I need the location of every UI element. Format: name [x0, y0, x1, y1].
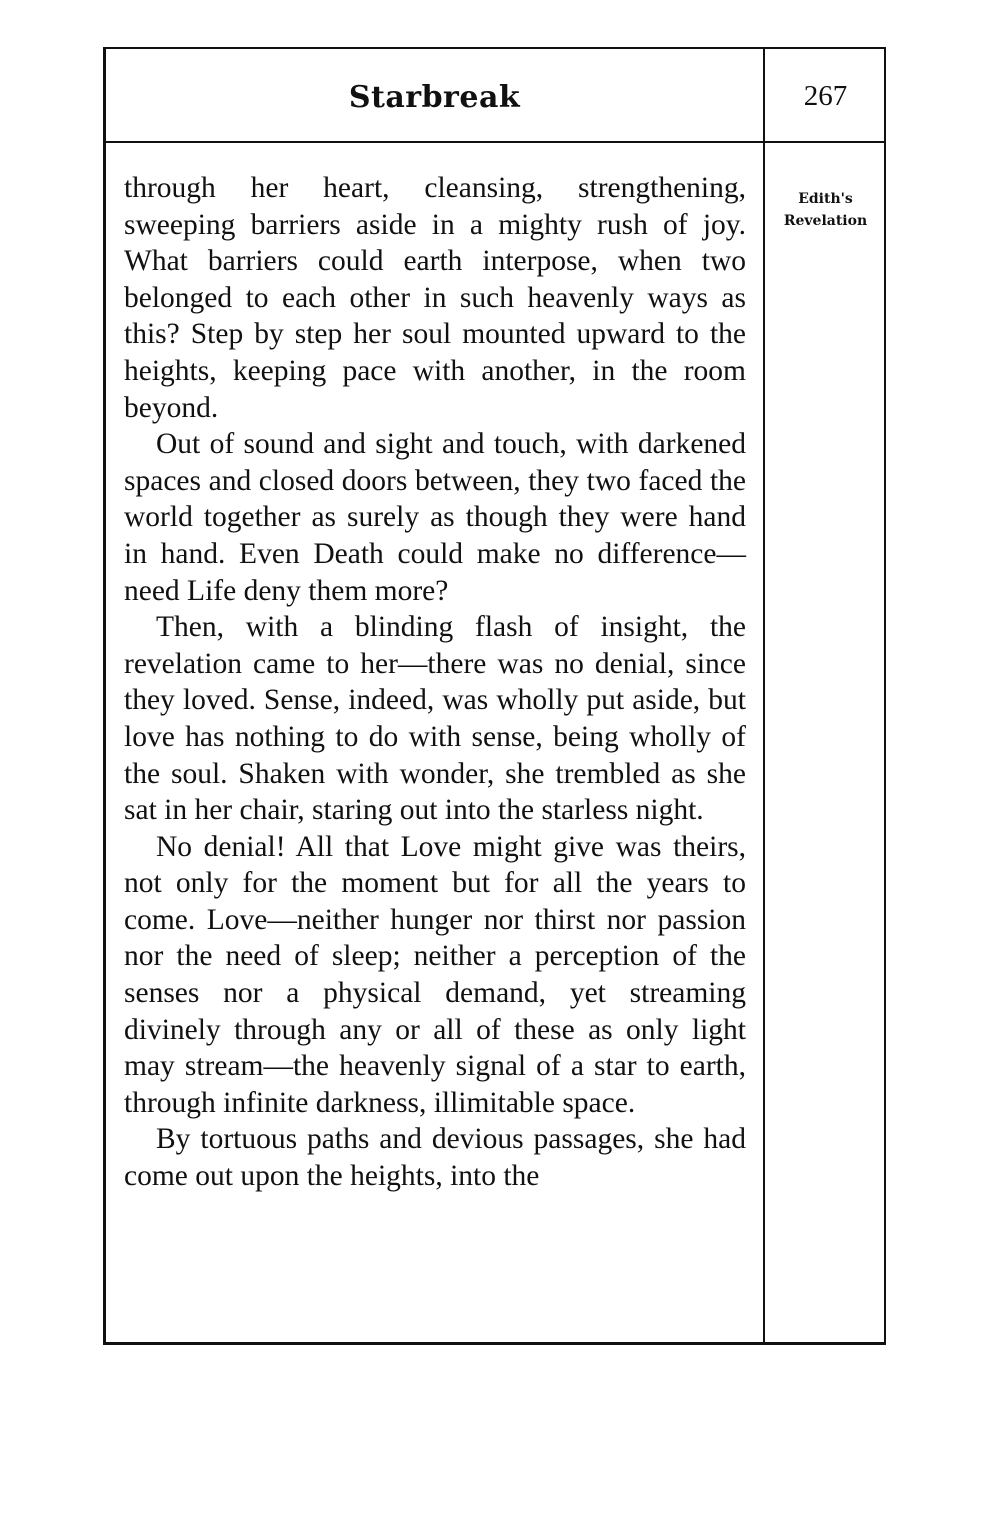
header-rule: [103, 141, 886, 143]
side-note: [765, 188, 886, 232]
running-title: Starbreak: [348, 80, 521, 115]
paragraph-2: Out of sound and sight and touch, with darkened spaces and closed doors between, they two faced the world together as surely as though they were hand in hand. Even Death could make no difference—need Life deny them more?: [124, 428, 746, 607]
paragraph-5: By tortuous paths and devious passages, she had come out upon the heights, into the: [124, 1123, 746, 1193]
paragraph-3: Then, with a blinding flash of insight, the revelation came to her—there was no denial, since they loved. Sense, indeed, was wholly put aside, but love has nothing to do with sense, being wholly of the soul. Shaken with wonder, she trembled as she sat in her chair, staring out into the starless night.: [124, 611, 746, 827]
margin-divider: [763, 47, 765, 1345]
side-note-line-1: Edith's: [798, 191, 853, 207]
paragraph-1: through her heart, cleansing, strengthening, sweeping barriers aside in a mighty rush of joy. What barriers could earth interpose, when two belonged to each other in such heavenly ways as this? Step by step her soul mounted upward to the heights, keeping pace with another, in the room beyond.: [124, 172, 746, 424]
side-note-line-2: Revelation: [783, 213, 868, 229]
body-text: [124, 170, 746, 1195]
paragraph-4: No denial! All that Love might give was theirs, not only for the moment but for all the years to come. Love—neither hunger nor thirst nor passion nor the need of sleep; neither a perception of the senses nor a physical demand, yet streaming divinely through any or all of these as only light may stream—the heavenly signal of a star to earth, through infinite darkness, illimitable space.: [124, 830, 746, 1119]
page-number: 267: [803, 80, 848, 112]
